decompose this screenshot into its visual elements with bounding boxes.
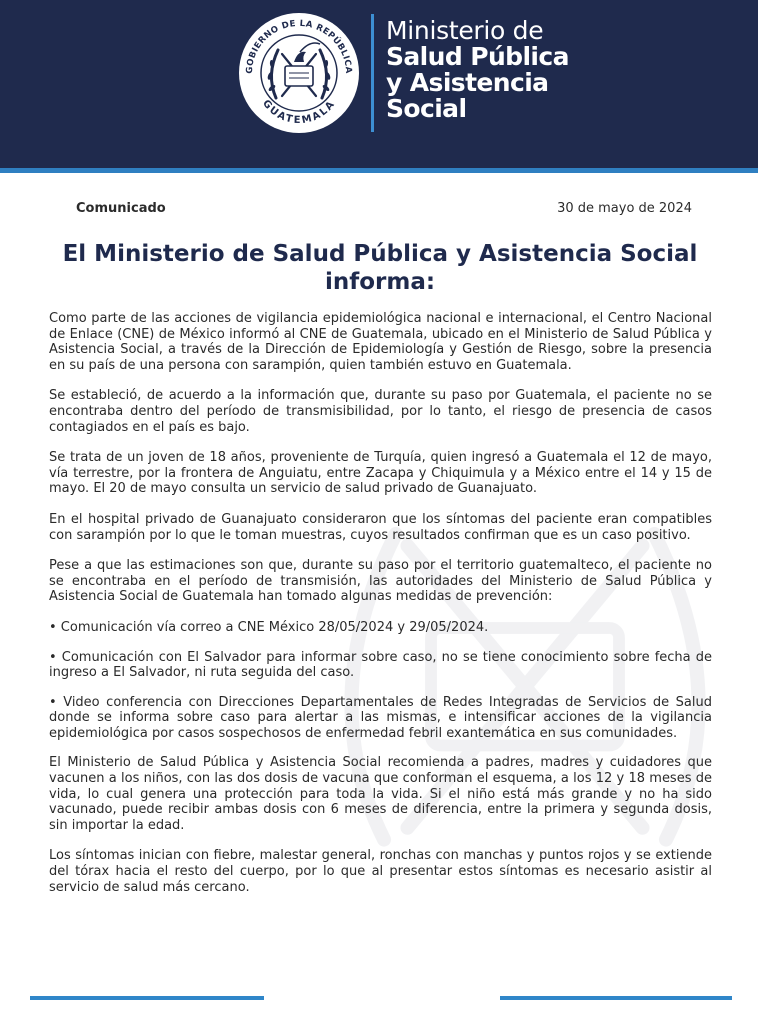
list-item-2: • Comunicación con El Salvador para informar sobre caso, no se tiene conocimiento sobre fecha de ingreso a El Salvador, ni ruta seguida del caso.	[49, 649, 712, 681]
paragraph-5: Pese a que las estimaciones son que, durante su paso por el territorio guatemalteco, el paciente no se encontraba en el período de transmisión, las autoridades del Ministerio de Salud Pública y Asistencia Social de Guatemala han tomado algunas medidas de prevención:	[49, 558, 712, 605]
list-item-1: • Comunicación vía correo a CNE México 28/05/2024 y 29/05/2024.	[49, 619, 489, 635]
document-date: 30 de mayo de 2024	[557, 201, 692, 216]
paragraph-3: Se trata de un joven de 18 años, proveniente de Turquía, quien ingresó a Guatemala el 12 de mayo, vía terrestre, por la frontera de Anguiatu, entre Zacapa y Chiquimula y a México entre el 14 y 15 de mayo. El 20 de mayo consulta un servicio de salud privado de Guanajuato.	[49, 450, 712, 497]
ministry-line-2: Salud Pública	[386, 42, 569, 71]
document-type-label: Comunicado	[76, 201, 166, 216]
paragraph-7: Los síntomas inician con fiebre, malestar general, ronchas con manchas y puntos rojos y se extiende del tórax hacia el resto del cuerpo, por lo que al presentar estos síntomas es necesario asistir al servicio de salud más cercano.	[49, 848, 712, 895]
paragraph-1: Como parte de las acciones de vigilancia epidemiológica nacional e internacional, el Centro Nacional de Enlace (CNE) de México informó al CNE de Guatemala, ubicado en el Ministerio de Salud Pública y Asistencia Social, a través de la Dirección de Epidemiología y Gestión de Riesgo, sobre la presencia en su país de una persona con sarampión, quien también estuvo en Guatemala.	[49, 311, 712, 373]
ministry-name	[386, 18, 746, 122]
ministry-line-4: Social	[386, 94, 467, 123]
paragraph-2: Se estableció, de acuerdo a la información que, durante su paso por Guatemala, el paciente no se encontraba dentro del período de transmisibilidad, por lo tanto, el riesgo de presencia de casos contagiados en el país es bajo.	[49, 388, 712, 435]
header-divider	[371, 14, 374, 132]
paragraph-4: En el hospital privado de Guanajuato consideraron que los síntomas del paciente eran compatibles con sarampión por lo que le toman muestras, cuyos resultados confirman que es un caso positivo.	[49, 511, 712, 543]
page-title: El Ministerio de Salud Pública y Asistencia Social informa:	[62, 241, 698, 295]
list-item-3: • Video conferencia con Direcciones Departamentales de Redes Integradas de Servicios de Salud donde se informa sobre caso para alertar a las mismas, e intensificar acciones de la vigilancia epidemiológica por casos sospechosos de enfermedad febril exantemática en sus comunidades.	[49, 694, 712, 741]
guatemala-seal-logo	[236, 10, 362, 136]
ministry-line-3: y Asistencia	[386, 68, 549, 97]
footer-line-right	[500, 996, 732, 1000]
ministry-line-1: Ministerio de	[386, 16, 544, 45]
header-banner	[0, 0, 758, 168]
paragraph-6: El Ministerio de Salud Pública y Asistencia Social recomienda a padres, madres y cuidadores que vacunen a los niños, con las dos dosis de vacuna que conforman el esquema, a los 12 y 18 meses de vida, lo cual genera una protección para toda la vida. Si el niño está más grande y no ha sido vacunado, puede recibir ambas dosis con 6 meses de diferencia, entre la primera y segunda dosis, sin importar la edad.	[49, 755, 712, 833]
footer-line-left	[30, 996, 264, 1000]
svg-text:GOBIERNO DE LA REPÚBLICA: GOBIERNO DE LA REPÚBLICA	[244, 18, 354, 75]
header-accent-stripe	[0, 168, 758, 173]
document-body	[49, 311, 712, 910]
svg-text:GUATEMALA: GUATEMALA	[260, 98, 338, 127]
